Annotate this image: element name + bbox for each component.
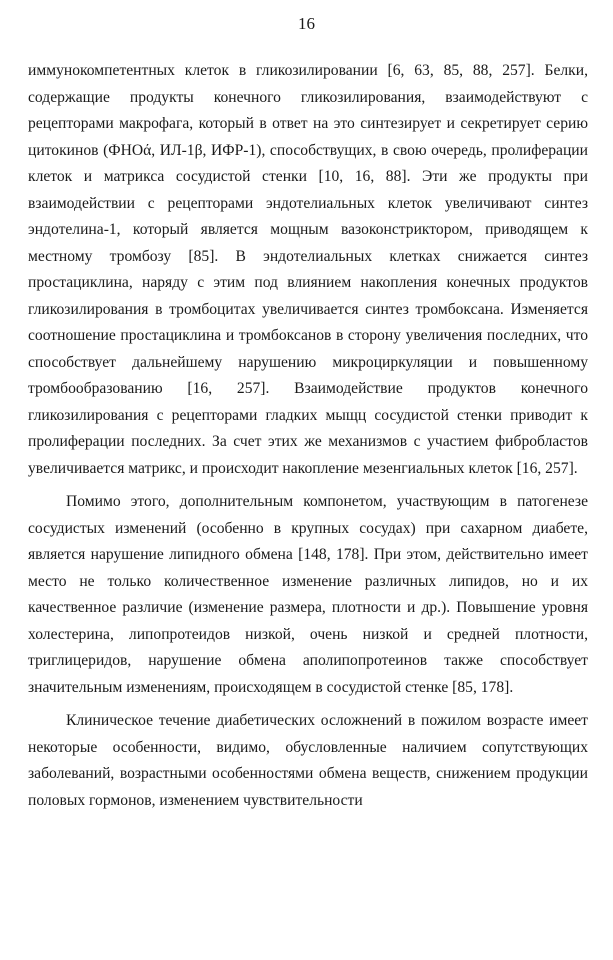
document-body <box>28 58 588 814</box>
page-number: 16 <box>298 14 315 33</box>
paragraph-lipid-metabolism: Помимо этого, дополнительным компонетом, участвующим в патогенезе сосудистых изменений (особенно в крупных сосудах) при сахарном диабете, является нарушение липидного обмена [148, 178]. При этом, действительно имеет место не только количественное изменение различных липидов, но и их качественное различие (изменение размера, плотности и др.). Повышение уровня холестерина, липопротеидов низкой, очень низкой и средней плотности, триглицеридов, нарушение обмена аполипопротеинов также способствует значительным изменениям, происходящем в сосудистой стенке [85, 178]. <box>28 493 588 696</box>
paragraph-clinical-course: Клиническое течение диабетических осложнений в пожилом возрасте имеет некоторые особенности, видимо, обусловленные наличием сопутствующих заболеваний, возрастными особенностями обмена веществ, снижением продукции половых гормонов, изменением чувствительности <box>28 712 588 809</box>
paragraph-glycosylation: иммунокомпетентных клеток в гликозилировании [6, 63, 85, 88, 257]. Белки, содержащие продукты конечного гликозилирования, взаимодействуют с рецепторами макрофага, который в ответ на это синтезирует и секретирует серию цитокинов (ФНОά, ИЛ-1β, ИФР-1), способствущих, в свою очередь, пролиферации клеток и матрикса сосудистой стенки [10, 16, 88]. Эти же продукты при взаимодействии с рецепторами эндотелиальных клеток увеличивают синтез эндотелина-1, который является мощным вазоконстриктором, приводящем к местному тромбозу [85]. В эндотелиальных клетках снижается синтез простациклина, наряду с этим под влиянием накопления конечных продуктов гликозилирования в тромбоцитах увеличивается синтез тромбоксана. Изменяется соотношение простациклина и тромбоксанов в сторону увеличения последних, что способствует дальнейшему нарушению микроциркуляции и повышенному тромбообразованию [16, 257]. Взаимодействие продуктов конечного гликозилирования с рецепторами гладких мыщц сосудистой стенки приводит к пролиферации последних. За счет этих же механизмов с участием фибробластов увеличивается матрикс, и происходит накопление мезенгиальных клеток [16, 257]. <box>28 62 588 477</box>
